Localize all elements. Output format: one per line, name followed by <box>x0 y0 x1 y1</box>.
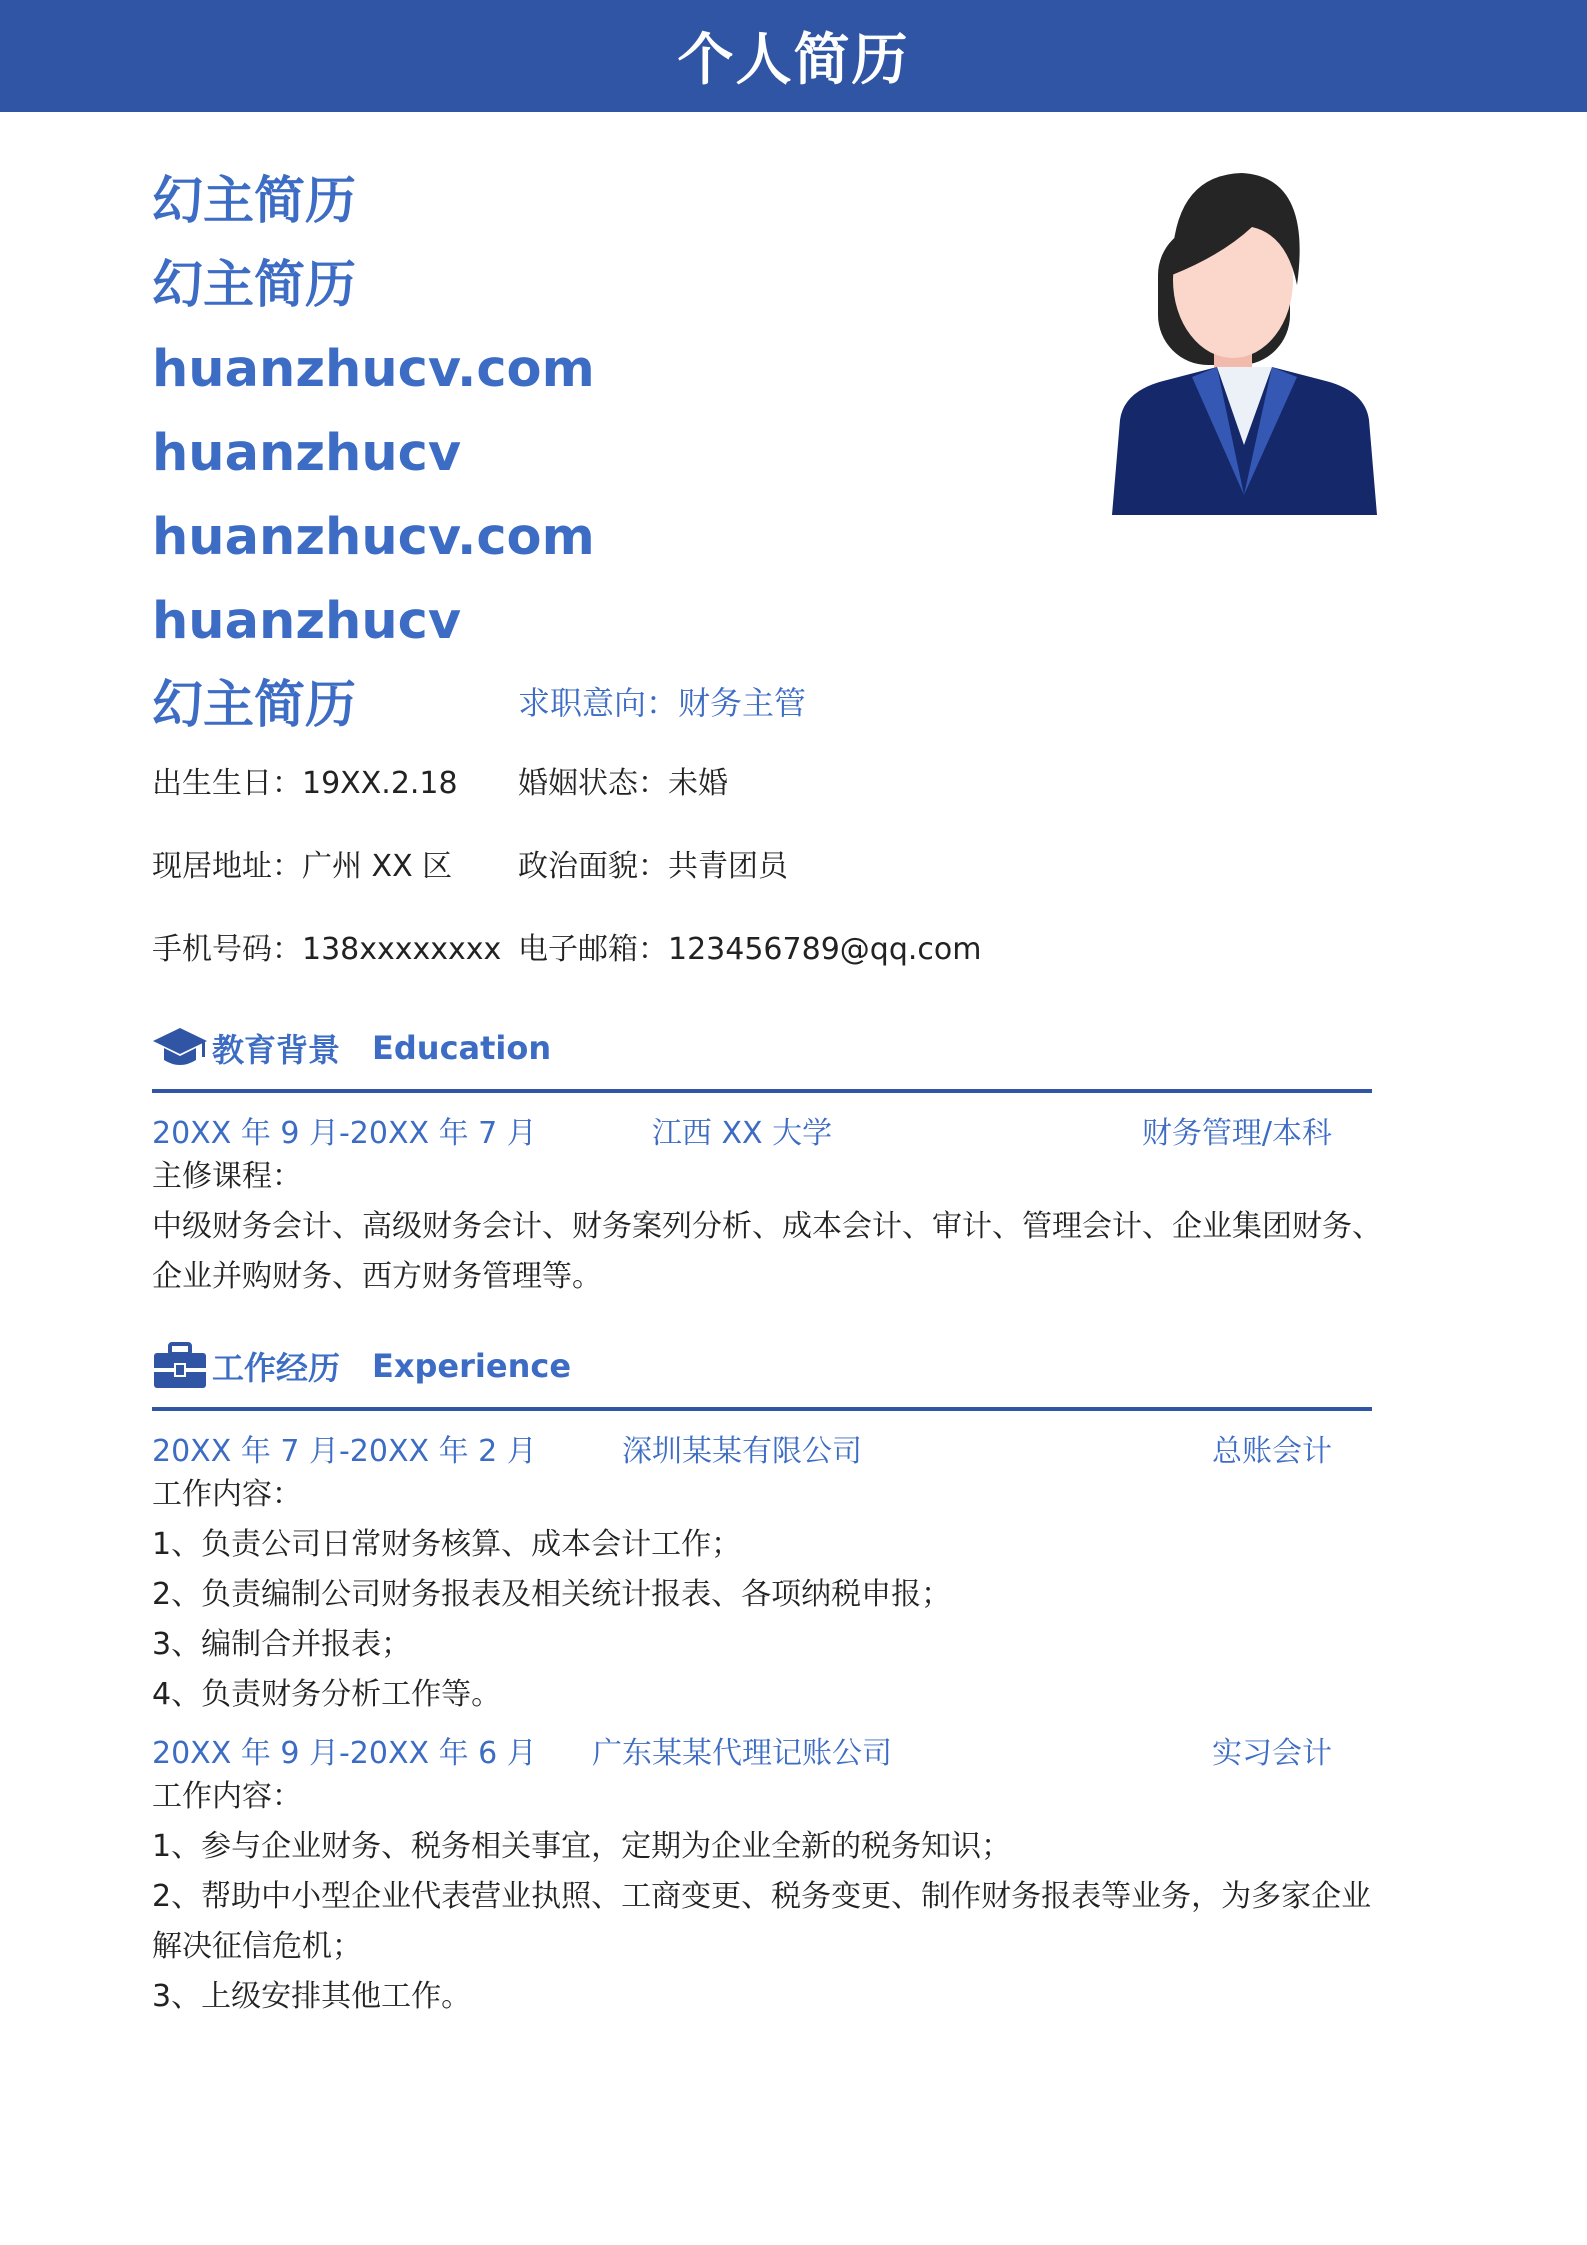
education-date: 20XX 年 9 月-20XX 年 7 月 <box>152 1116 537 1151</box>
education-title-cn: 教育背景 <box>212 1031 341 1069</box>
job-date: 20XX 年 9 月-20XX 年 6 月 <box>152 1736 537 1771</box>
experience-header <box>152 1340 571 1392</box>
job-duty: 3、上级安排其他工作。 <box>152 1979 472 2014</box>
header-bar <box>0 0 1587 112</box>
job-company: 深圳某某有限公司 <box>622 1434 862 1469</box>
job-intent: 求职意向：财务主管 <box>518 684 807 722</box>
experience-title-cn: 工作经历 <box>212 1349 341 1387</box>
info-address: 现居地址：广州 XX 区 <box>152 849 453 884</box>
info-political: 政治面貌：共青团员 <box>518 849 788 884</box>
job-duty: 1、负责公司日常财务核算、成本会计工作； <box>152 1527 742 1562</box>
job-role: 实习会计 <box>1212 1736 1332 1771</box>
info-phone: 手机号码：138xxxxxxxx <box>152 932 502 967</box>
job-date: 20XX 年 7 月-20XX 年 2 月 <box>152 1434 537 1469</box>
job-row <box>152 1728 1332 1771</box>
experience-divider <box>152 1407 1372 1411</box>
briefcase-icon <box>152 1342 208 1390</box>
website-line: huanzhucv.com <box>152 508 595 567</box>
job-duty: 解决征信危机； <box>152 1929 362 1964</box>
website-line: huanzhucv.com <box>152 340 595 399</box>
courses-label: 主修课程： <box>152 1159 302 1194</box>
courses-line: 中级财务会计、高级财务会计、财务案列分析、成本会计、审计、管理会计、企业集团财务、 <box>152 1209 1382 1244</box>
education-title-en: Education <box>372 1029 552 1067</box>
education-school: 江西 XX 大学 <box>651 1116 833 1151</box>
job-role: 总账会计 <box>1212 1434 1332 1469</box>
education-major: 财务管理/本科 <box>1141 1116 1332 1151</box>
education-divider <box>152 1089 1372 1093</box>
job-content-label: 工作内容： <box>152 1477 302 1512</box>
handle-line: huanzhucv <box>152 592 462 651</box>
job-company: 广东某某代理记账公司 <box>592 1736 892 1771</box>
job-duty: 4、负责财务分析工作等。 <box>152 1677 502 1712</box>
education-header <box>152 1022 551 1074</box>
job-duty: 2、负责编制公司财务报表及相关统计报表、各项纳税申报； <box>152 1577 952 1612</box>
job-duty: 3、编制合并报表； <box>152 1627 412 1662</box>
job-duty: 1、参与企业财务、税务相关事宜，定期为企业全新的税务知识； <box>152 1829 1012 1864</box>
handle-line: huanzhucv <box>152 424 462 483</box>
info-marital: 婚姻状态：未婚 <box>518 766 728 801</box>
name-line: 幻主简历 <box>152 172 357 231</box>
name-line: 幻主简历 <box>152 676 357 735</box>
avatar <box>1112 155 1377 515</box>
job-duty: 2、帮助中小型企业代表营业执照、工商变更、税务变更、制作财务报表等业务，为多家企业 <box>152 1879 1372 1914</box>
graduation-cap-icon <box>152 1026 208 1070</box>
experience-title-en: Experience <box>372 1347 572 1385</box>
info-email: 电子邮箱：123456789@qq.com <box>518 932 982 967</box>
job-content-label: 工作内容： <box>152 1779 302 1814</box>
name-block <box>152 160 595 748</box>
job-row <box>152 1426 1332 1469</box>
education-row <box>152 1108 1332 1151</box>
info-birth: 出生生日：19XX.2.18 <box>152 766 458 801</box>
name-line: 幻主简历 <box>152 256 357 315</box>
courses-line: 企业并购财务、西方财务管理等。 <box>152 1259 602 1294</box>
page-title: 个人简历 <box>677 28 910 93</box>
